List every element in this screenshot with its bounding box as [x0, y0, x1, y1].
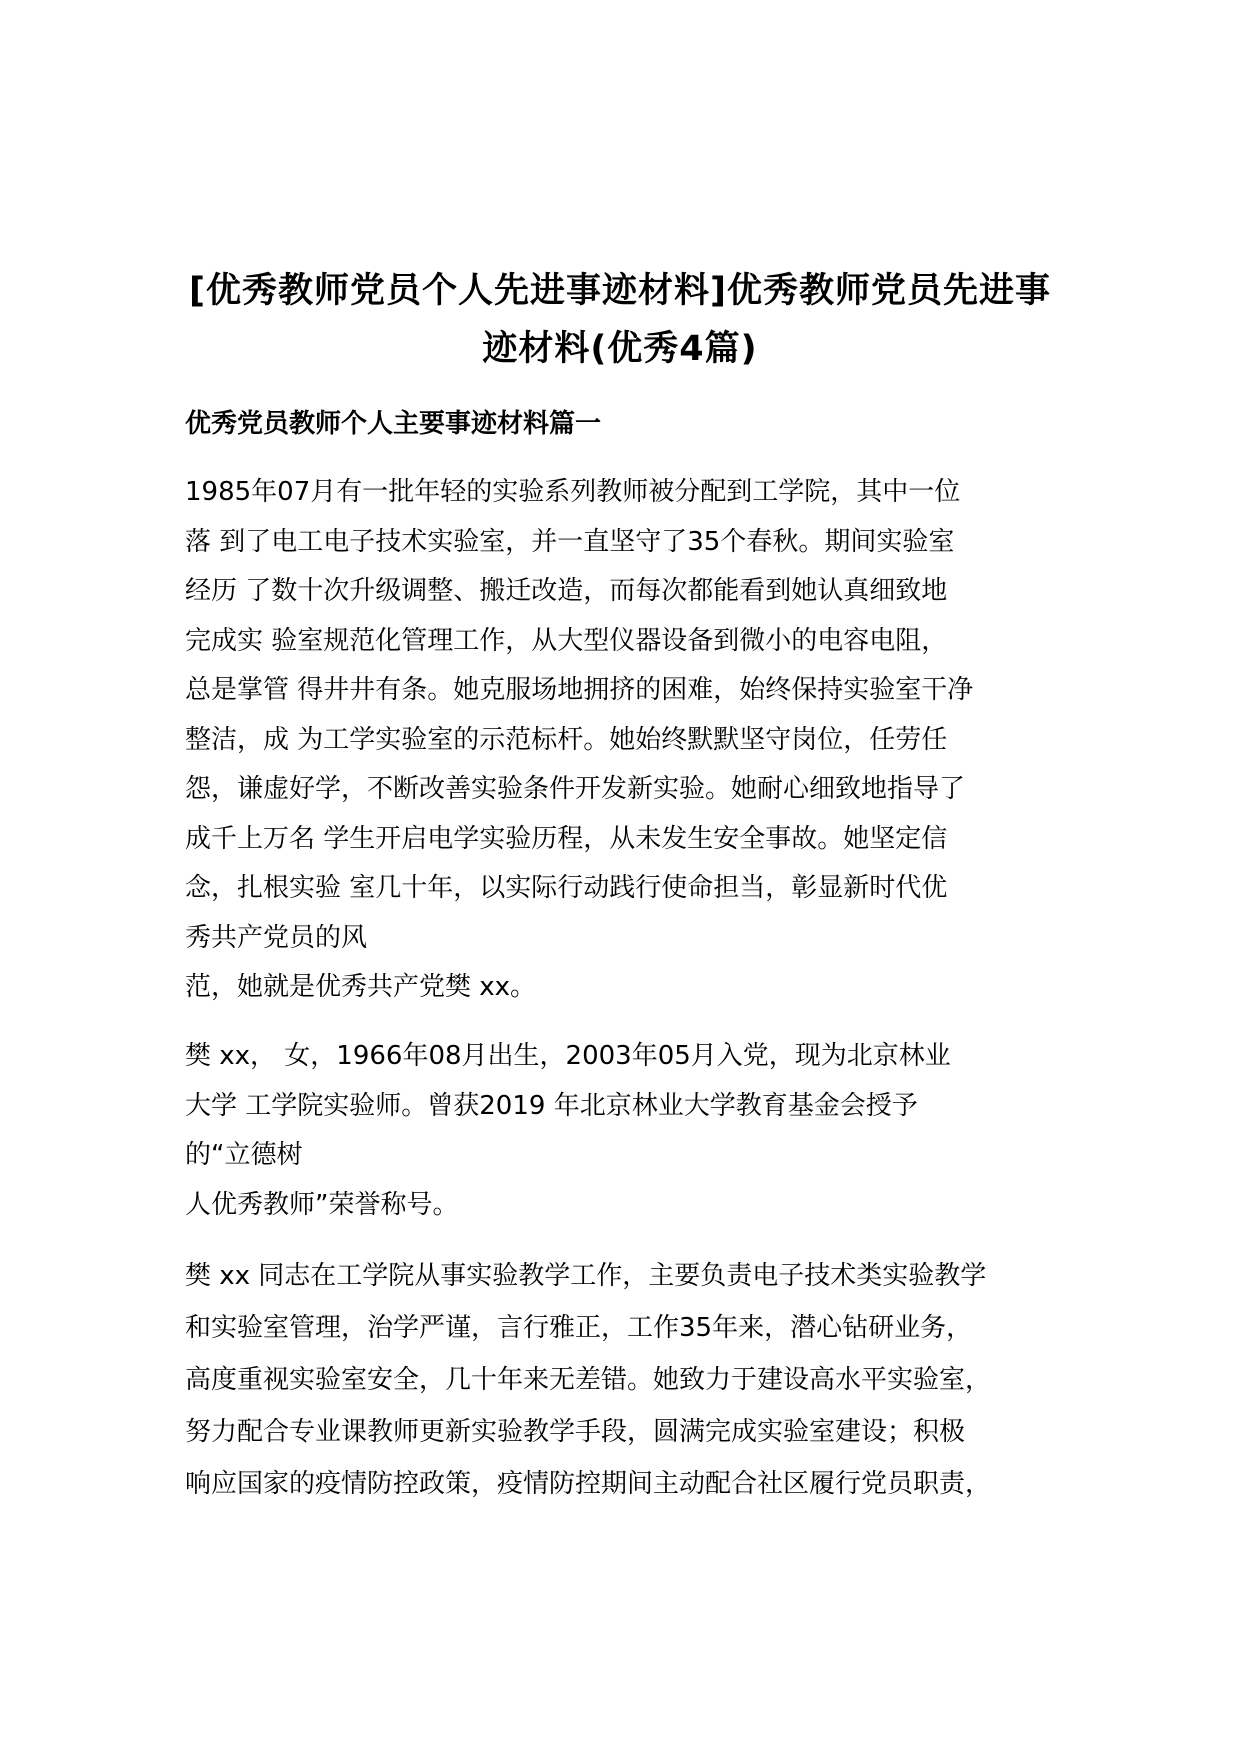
paragraph-line: 樊 xx 同志在工学院从事实验教学工作，主要负责电子技术类实验教学: [185, 1261, 987, 1291]
paragraph-line: 和实验室管理，治学严谨，言行雅正，工作35年来，潜心钻研业务，: [185, 1313, 973, 1343]
paragraph-line: 努力配合专业课教师更新实验教学手段，圆满完成实验室建设；积极: [185, 1417, 966, 1447]
title-line-2: 迹材料(优秀4篇): [482, 329, 758, 369]
paragraph-line: 响应国家的疫情防控政策，疫情防控期间主动配合社区履行党员职责，: [185, 1469, 992, 1499]
paragraph-line: 大学 工学院实验师。曾获2019 年北京林业大学教育基金会授予: [185, 1090, 918, 1121]
paragraph-line: 落 到了电工电子技术实验室，并一直坚守了35个春秋。期间实验室: [185, 526, 955, 557]
paragraph-line: 成千上万名 学生开启电学实验历程，从未发生安全事故。她坚定信: [185, 823, 948, 854]
paragraph-line: 人优秀教师”荣誉称号。: [185, 1189, 459, 1220]
paragraph-line: 秀共产党员的风: [185, 922, 368, 953]
paragraph-1: [185, 468, 1065, 1013]
paragraph-line: 怨，谦虚好学，不断改善实验条件开发新实验。她耐心细致地指导了: [185, 774, 966, 804]
paragraph-line: 1985年07月有一批年轻的实验系列教师被分配到工学院，其中一位: [185, 477, 961, 507]
title-line-1: [优秀教师党员个人先进事迹材料]优秀教师党员先进事: [189, 271, 1051, 311]
paragraph-line: 范，她就是优秀共产党樊 xx。: [185, 972, 537, 1002]
paragraph-3: [185, 1250, 1065, 1510]
paragraph-line: 高度重视实验室安全，几十年来无差错。她致力于建设高水平实验室，: [185, 1365, 992, 1395]
paragraph-line: 樊 xx， 女，1966年08月出生，2003年05月入党，现为北京林业: [185, 1041, 951, 1071]
paragraph-line: 念，扎根实验 室几十年，以实际行动践行使命担当，彰显新时代优: [185, 873, 948, 903]
paragraph-line: 的“立德树: [185, 1140, 303, 1170]
paragraph-line: 整洁，成 为工学实验室的示范标杆。她始终默默坚守岗位，任劳任: [185, 724, 948, 755]
paragraph-line: 总是掌管 得井井有条。她克服场地拥挤的困难，始终保持实验室干净: [185, 675, 974, 705]
document-title: [150, 262, 1090, 378]
paragraph-2: [185, 1032, 1065, 1230]
section-heading: 优秀党员教师个人主要事迹材料篇一: [185, 409, 602, 439]
paragraph-line: 完成实 验室规范化管理工作，从大型仪器设备到微小的电容电阻，: [185, 625, 948, 656]
paragraph-line: 经历 了数十次升级调整、搬迁改造，而每次都能看到她认真细致地: [185, 576, 948, 606]
